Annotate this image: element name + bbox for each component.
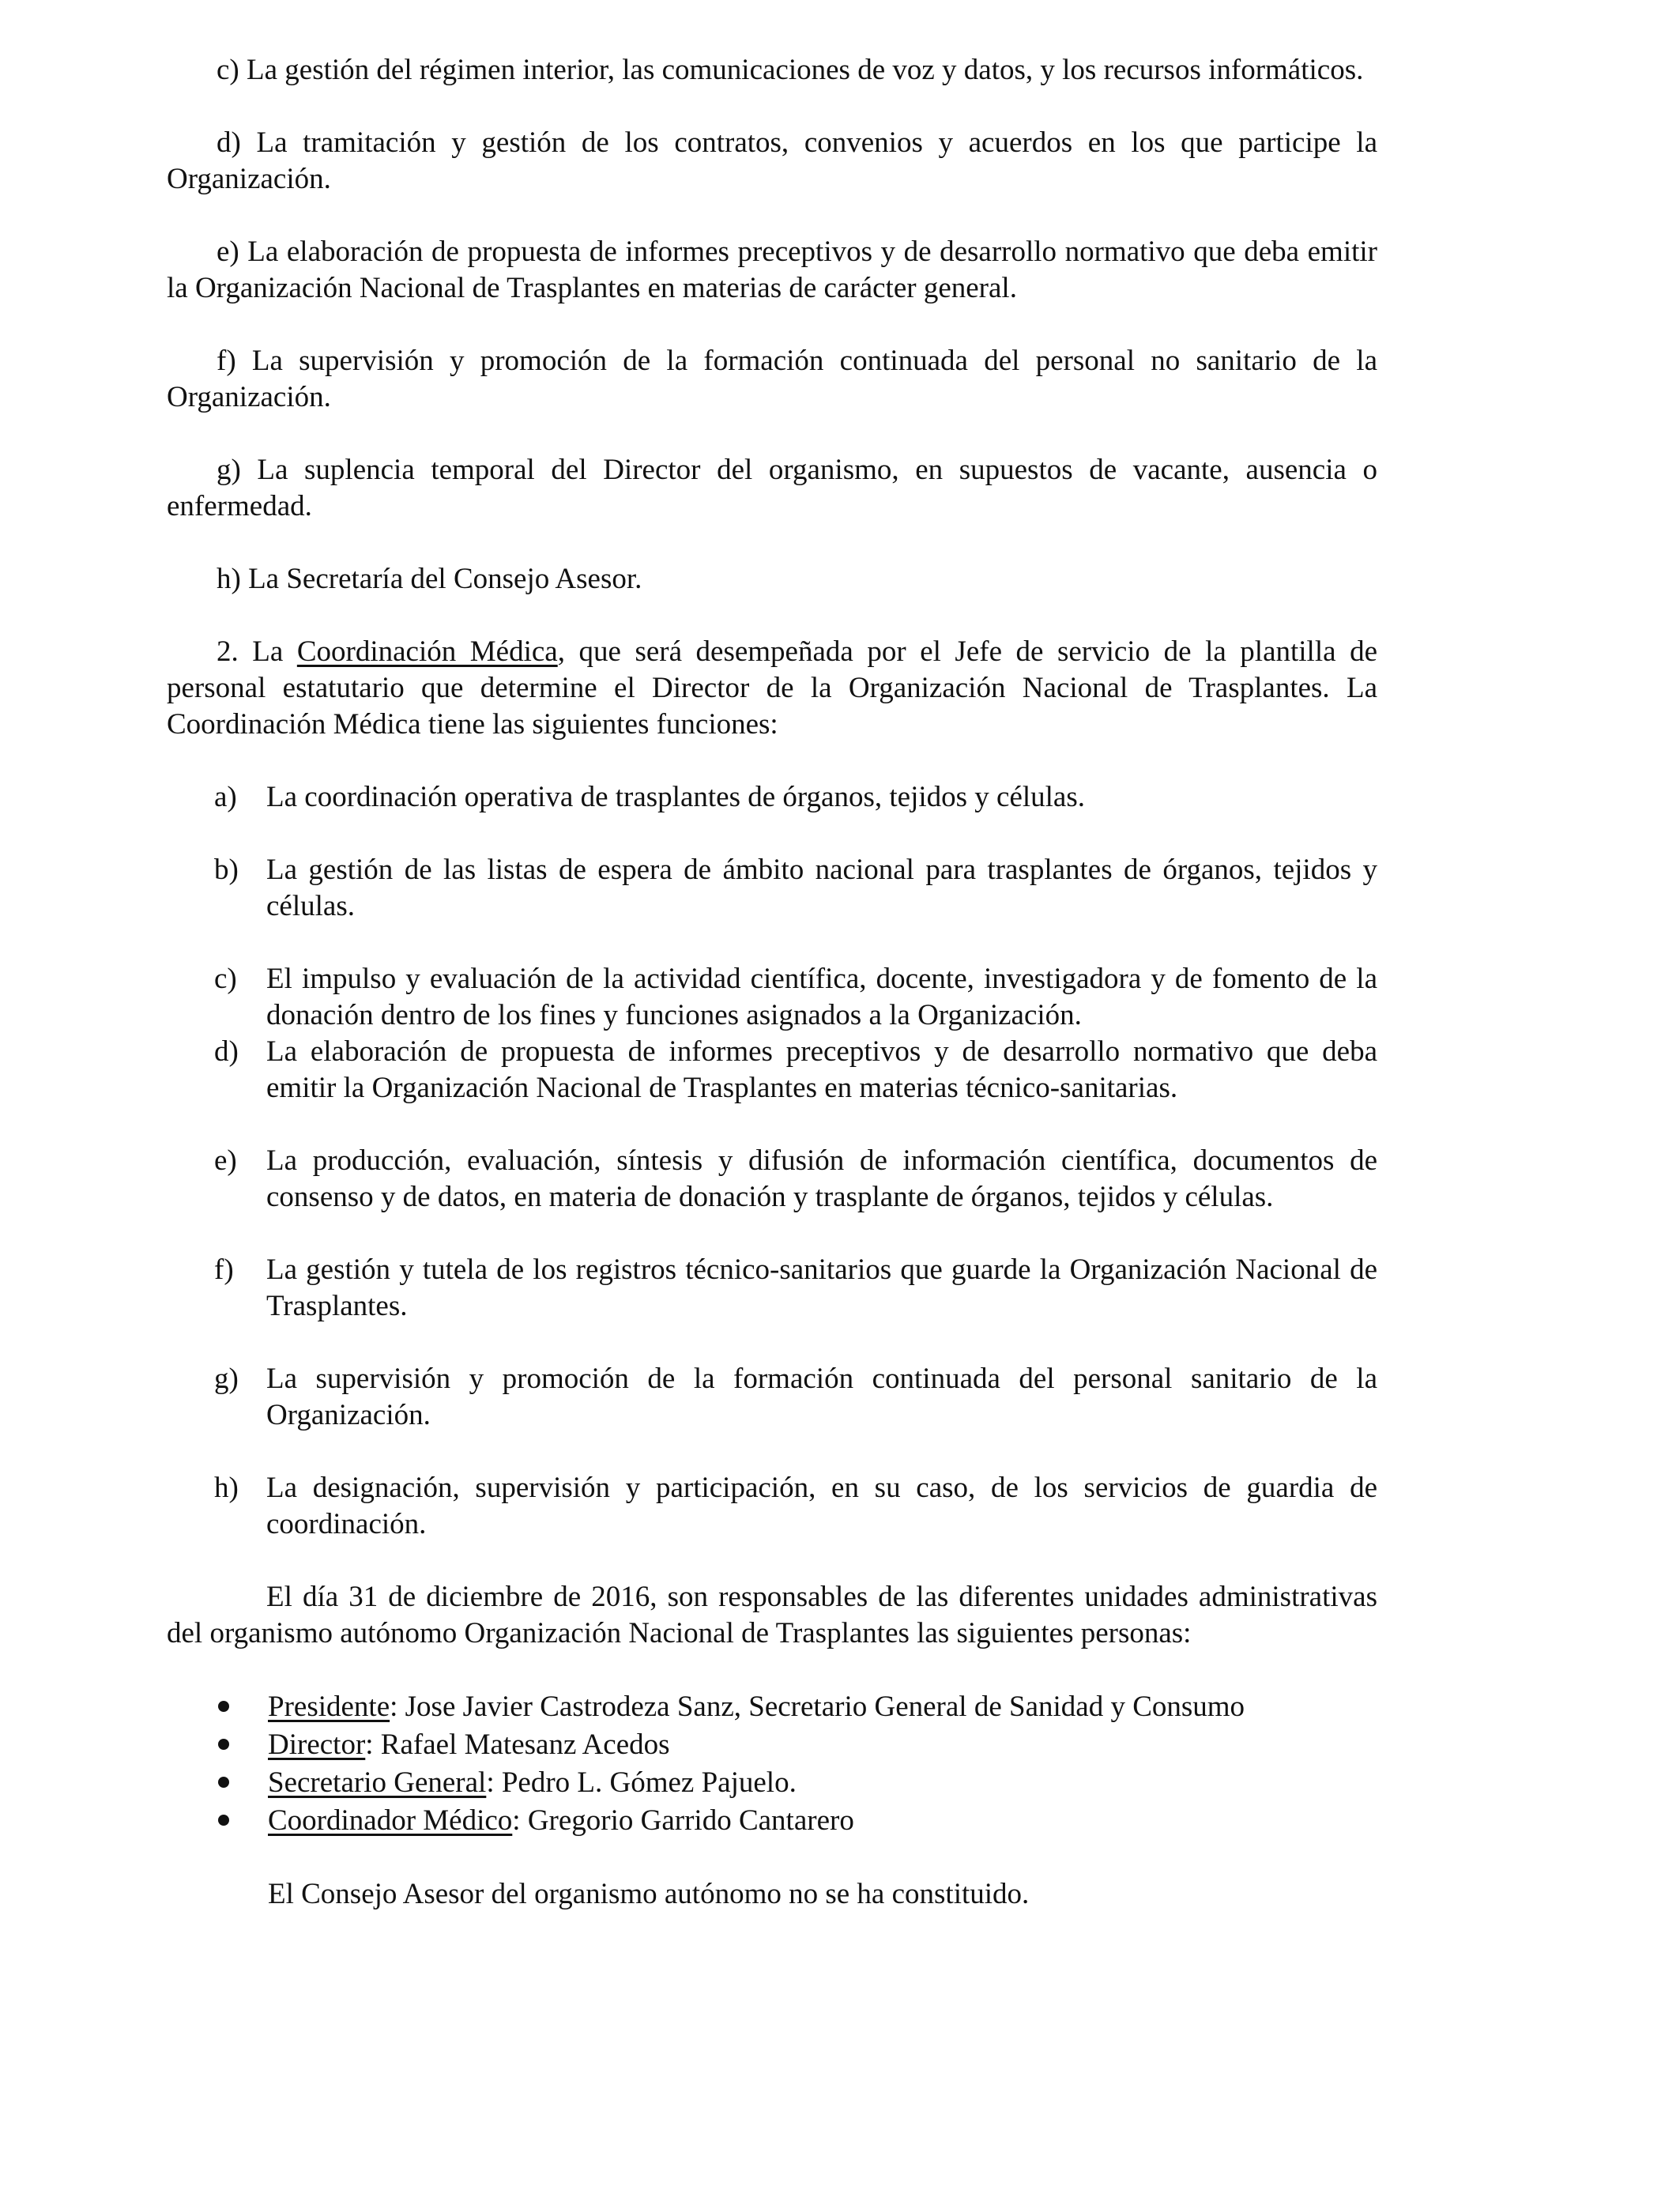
paragraph-item-d: d) La tramitación y gestión de los contratos, convenios y acuerdos en los que participe la Organización. — [167, 126, 1377, 195]
list-item — [167, 1252, 1377, 1325]
responsable-item — [167, 1802, 1377, 1840]
bullet-icon — [218, 1701, 229, 1712]
responsable-name: : Rafael Matesanz Acedos — [365, 1728, 670, 1761]
list-item — [167, 1143, 1377, 1216]
list-item-text: La producción, evaluación, síntesis y difusión de información científica, documentos de consenso y de datos, en materia de donación y trasplante de órganos, tejidos y células. — [266, 1144, 1377, 1213]
paragraph-item-h: h) La Secretaría del Consejo Asesor. — [217, 563, 642, 595]
responsable-item — [167, 1688, 1377, 1726]
list-marker: g) — [214, 1363, 239, 1395]
list-marker: f) — [214, 1253, 234, 1286]
list-item-text: La elaboración de propuesta de informes preceptivos y de desarrollo normativo que deba emitir la Organización Nacional de Trasplantes en materias técnico-sanitarias. — [266, 1035, 1377, 1104]
list-item — [167, 1034, 1377, 1106]
bullet-icon — [218, 1739, 229, 1750]
functions-list — [167, 779, 1377, 1543]
responsable-role: Presidente — [268, 1691, 390, 1723]
list-item-text: La coordinación operativa de trasplantes de órganos, tejidos y células. — [266, 781, 1085, 813]
paragraph-item-c: c) La gestión del régimen interior, las comunicaciones de voz y datos, y los recursos informáticos. — [217, 54, 1364, 86]
responsable-name: : Gregorio Garrido Cantarero — [512, 1804, 854, 1837]
coordinacion-medica-term: Coordinación Médica — [296, 635, 558, 668]
list-item-text: El impulso y evaluación de la actividad científica, docente, investigadora y de fomento de la donación dentro de los fines y funciones asignados a la Organización. — [266, 963, 1377, 1031]
paragraph-item-f: f) La supervisión y promoción de la formación continuada del personal no sanitario de la Organización. — [167, 345, 1377, 413]
document-page — [167, 52, 1377, 1913]
list-item — [167, 779, 1377, 816]
closing-paragraph: El Consejo Asesor del organismo autónomo no se ha constituido. — [268, 1878, 1030, 1910]
list-item-text: La designación, supervisión y participación, en su caso, de los servicios de guardia de coordinación. — [266, 1472, 1377, 1540]
responsable-item — [167, 1726, 1377, 1764]
paragraph-item-g: g) La suplencia temporal del Director del organismo, en supuestos de vacante, ausencia o enfermedad. — [167, 454, 1377, 522]
list-marker: c) — [214, 963, 237, 995]
coordinacion-medica-intro — [167, 634, 1377, 743]
responsables-intro: El día 31 de diciembre de 2016, son responsables de las diferentes unidades administrativas del organismo autónomo Organización Nacional de Trasplantes las siguientes personas: — [167, 1581, 1377, 1649]
list-item — [167, 961, 1377, 1034]
paragraph-item-e: e) La elaboración de propuesta de informes preceptivos y de desarrollo normativo que deba emitir la Organización Nacional de Trasplantes en materias de carácter general. — [167, 236, 1377, 304]
bullet-icon — [218, 1815, 229, 1826]
bullet-icon — [218, 1777, 229, 1788]
responsable-role: Secretario General — [268, 1766, 487, 1799]
intro-prefix: 2. La — [217, 635, 297, 668]
intro-suffix: , que será desempeñada por el Jefe de servicio de la plantilla de personal estatutario que determine el Director de la Organización Nacional de Trasplantes. La Coordinación Médica tiene las siguientes funciones: — [167, 635, 1377, 741]
list-item-text: La supervisión y promoción de la formación continuada del personal sanitario de la Organización. — [266, 1363, 1377, 1431]
list-marker: b) — [214, 854, 239, 886]
list-marker: d) — [214, 1035, 239, 1068]
list-item-text: La gestión de las listas de espera de ámbito nacional para trasplantes de órganos, tejidos y células. — [266, 854, 1377, 922]
responsable-role: Coordinador Médico — [268, 1804, 513, 1837]
responsable-name: : Jose Javier Castrodeza Sanz, Secretario General de Sanidad y Consumo — [390, 1691, 1245, 1723]
list-item — [167, 852, 1377, 925]
responsable-role: Director — [268, 1728, 366, 1761]
list-item — [167, 1361, 1377, 1434]
list-item-text: La gestión y tutela de los registros técnico-sanitarios que guarde la Organización Nacional de Trasplantes. — [266, 1253, 1377, 1322]
list-item — [167, 1470, 1377, 1543]
responsable-name: : Pedro L. Gómez Pajuelo. — [486, 1766, 797, 1799]
responsables-list — [167, 1688, 1377, 1840]
responsable-item — [167, 1764, 1377, 1802]
list-marker: a) — [214, 781, 237, 813]
list-marker: e) — [214, 1144, 237, 1177]
list-marker: h) — [214, 1472, 239, 1504]
